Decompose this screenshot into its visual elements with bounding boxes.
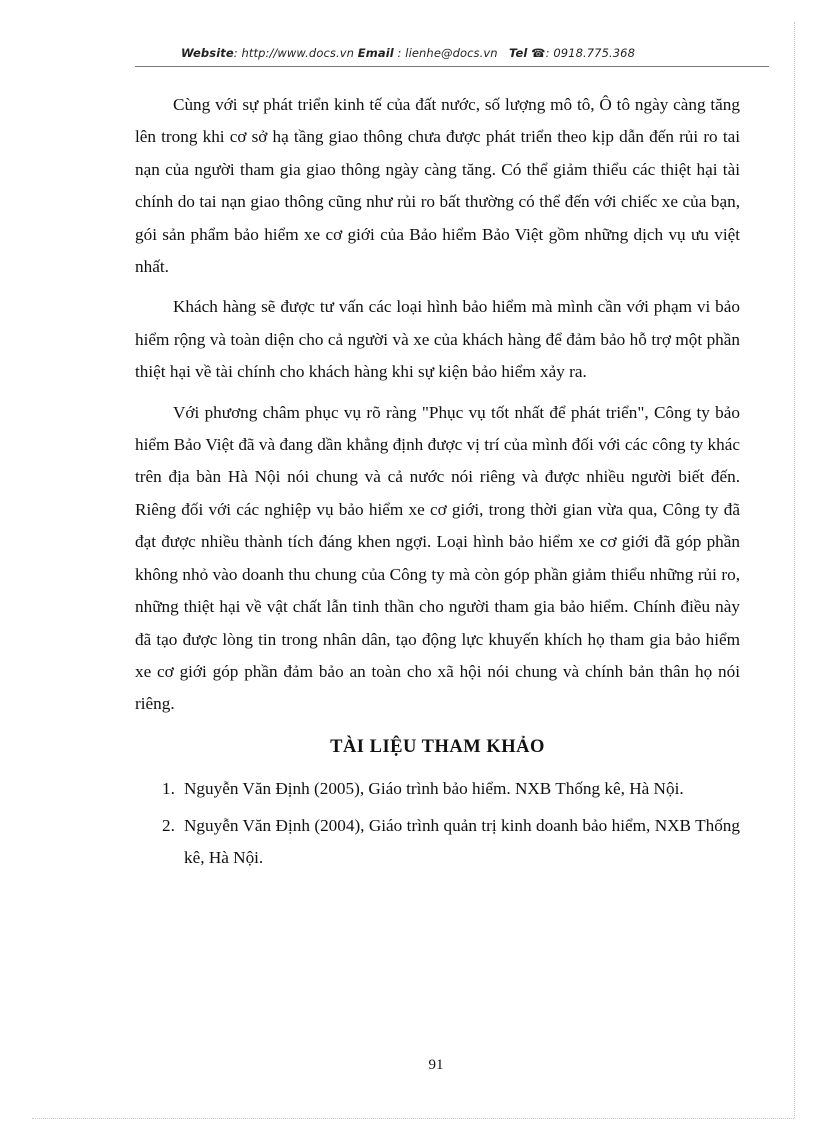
reference-text: Nguyễn Văn Định (2004), Giáo trình quản trị kinh doanh bảo hiểm, NXB Thống kê, Hà Nội. — [184, 815, 740, 867]
page-number: 91 — [428, 1057, 444, 1073]
header-divider — [135, 66, 769, 67]
document-body — [135, 89, 740, 878]
email-value: : lienhe@docs.vn — [397, 46, 498, 60]
phone-icon: ☎ — [531, 46, 546, 60]
reference-item — [135, 773, 740, 805]
page-border-right — [794, 22, 795, 1118]
page-border-bottom — [32, 1118, 794, 1119]
website-value: : http://www.docs.vn — [233, 46, 355, 60]
body-paragraph: Cùng với sự phát triển kinh tế của đất nước, số lượng mô tô, Ô tô ngày càng tăng lên trong khi cơ sở hạ tầng giao thông chưa được phát triển theo kịp dẫn đến rủi ro tai nạn của người tham gia giao thông ngày càng tăng. Có thể giảm thiểu các thiệt hại tài chính do tai nạn giao thông cũng như rủi ro bất thường có thể đến với chiếc xe của bạn, gói sản phẩm bảo hiểm xe cơ giới của Bảo hiểm Bảo Việt gồm những dịch vụ ưu việt nhất. — [135, 95, 740, 277]
tel-value: : 0918.775.368 — [545, 46, 636, 60]
references-title: TÀI LIỆU THAM KHẢO — [330, 736, 545, 757]
reference-text: Nguyễn Văn Định (2005), Giáo trình bảo hiểm. NXB Thống kê, Hà Nội. — [184, 779, 684, 799]
body-paragraph: Với phương châm phục vụ rõ ràng "Phục vụ tốt nhất để phát triển", Công ty bảo hiểm Bảo Việt đã và đang dần khẳng định được vị trí của mình đối với các công ty khác trên địa bàn Hà Nội nói chung và cả nước nói riêng và được nhiều người biết đến. Riêng đối với các nghiệp vụ bảo hiểm xe cơ giới, trong thời gian vừa qua, Công ty đã đạt được nhiều thành tích đáng khen ngợi. Loại hình bảo hiểm xe cơ giới đã góp phần không nhỏ vào doanh thu chung của Công ty mà còn góp phần giảm thiểu những rủi ro, những thiệt hại về vật chất lẫn tinh thần cho người tham gia bảo hiểm. Chính điều này đã tạo được lòng tin trong nhân dân, tạo động lực khuyến khích họ tham gia bảo hiểm xe cơ giới góp phần đảm bảo an toàn cho xã hội nói chung và chính bản thân họ nói riêng. — [135, 402, 740, 714]
page-header — [0, 46, 816, 60]
references-list — [135, 773, 740, 874]
website-label: Website — [180, 46, 234, 60]
body-paragraph: Khách hàng sẽ được tư vấn các loại hình bảo hiểm mà mình cần với phạm vi bảo hiểm rộng và toàn diện cho cả người và xe của khách hàng để đảm bảo hỗ trợ một phần thiệt hại về tài chính cho khách hàng khi sự kiện bảo hiểm xảy ra. — [135, 297, 740, 382]
email-label: Email — [357, 46, 394, 60]
reference-number: 1. — [162, 779, 175, 799]
reference-number: 2. — [162, 815, 175, 835]
reference-item — [135, 810, 740, 875]
tel-label: Tel — [508, 46, 528, 60]
